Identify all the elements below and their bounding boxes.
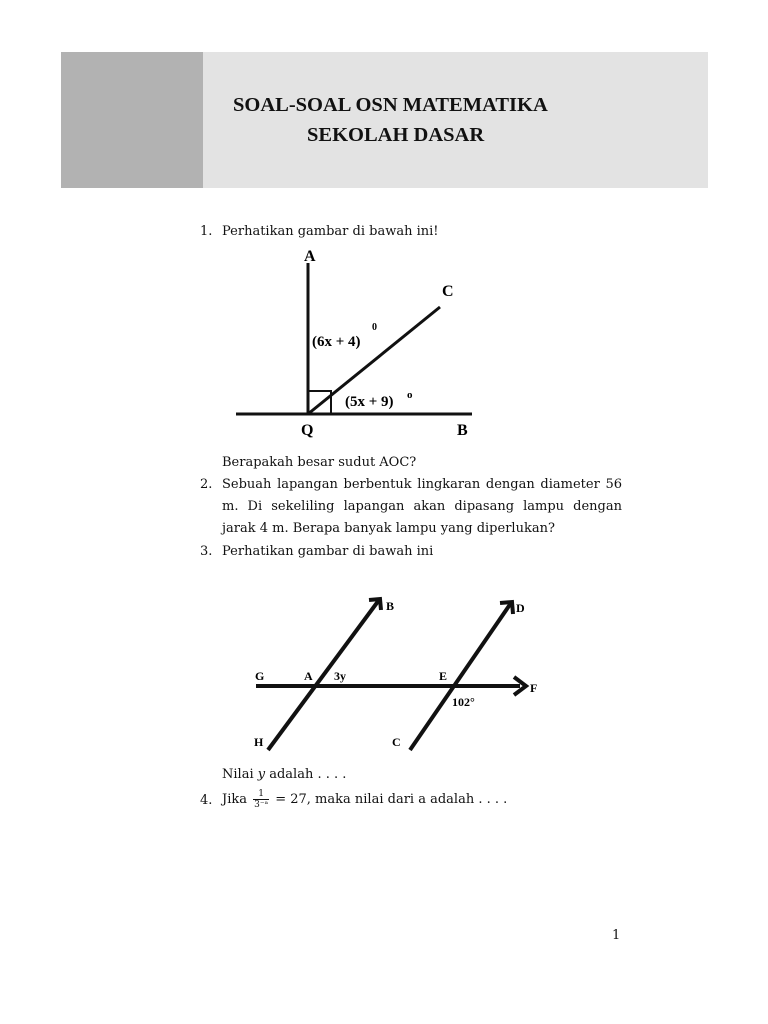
label-b: B: [386, 599, 395, 613]
degree-mark-2: o: [407, 389, 413, 401]
question-3-text: Perhatikan gambar di bawah ini: [222, 544, 434, 559]
variable-y: y: [257, 767, 266, 782]
label-q: Q: [301, 422, 314, 439]
header-accent-block: [61, 52, 203, 188]
title-line-1: SOAL-SOAL OSN MATEMATIKA: [233, 94, 548, 116]
angle-label-6x4: (6x + 4): [312, 334, 361, 350]
question-4-prefix: Jika: [222, 792, 252, 807]
question-3-followup-prefix: Nilai: [222, 767, 258, 782]
label-e: E: [439, 669, 448, 683]
line-cd: [410, 603, 511, 750]
question-3-followup-suffix: adalah . . . .: [265, 767, 347, 782]
question-1-followup: Berapakah besar sudut AOC?: [222, 455, 417, 470]
question-3-followup: [222, 764, 622, 786]
label-a: A: [304, 248, 316, 265]
fraction-denominator: 3⁻ᵃ: [254, 800, 269, 810]
label-d: D: [516, 601, 525, 615]
question-2-line-1: Sebuah lapangan berbentuk lingkaran dengan diameter 56: [222, 477, 622, 492]
question-4-text: [222, 786, 622, 814]
question-2-number: 2.: [200, 477, 213, 492]
line-hb: [268, 600, 379, 750]
label-f: F: [530, 681, 538, 695]
question-3-number: 3.: [200, 544, 213, 559]
question-2-line-2: m. Di sekeliling lapangan akan dipasang lampu dengan: [222, 499, 622, 514]
page-title: [203, 90, 708, 150]
figure-angle-aqc: [228, 244, 484, 440]
fraction: [253, 789, 269, 810]
label-b: B: [457, 422, 468, 439]
angle-label-3y: 3y: [334, 669, 346, 683]
question-4-number: 4.: [200, 793, 213, 808]
angle-label-5x9: (5x + 9): [345, 394, 394, 410]
angle-label-102: 102°: [452, 695, 475, 709]
question-4-suffix: = 27, maka nilai dari a adalah . . . .: [271, 792, 508, 807]
fraction-numerator: 1: [253, 789, 269, 800]
question-1-text: Perhatikan gambar di bawah ini!: [222, 224, 439, 239]
label-g: G: [255, 669, 265, 683]
question-1-number: 1.: [200, 224, 213, 239]
label-h: H: [254, 735, 264, 749]
label-c: C: [392, 735, 401, 749]
question-2-line-3: jarak 4 m. Berapa banyak lampu yang diperlukan?: [222, 521, 555, 536]
label-a: A: [304, 669, 313, 683]
header-band: [61, 52, 708, 188]
degree-mark-1: 0: [372, 322, 377, 333]
figure-parallel-lines: [248, 588, 548, 760]
title-line-2: SEKOLAH DASAR: [307, 124, 485, 146]
label-c: C: [442, 283, 454, 300]
page-number: 1: [612, 928, 621, 943]
